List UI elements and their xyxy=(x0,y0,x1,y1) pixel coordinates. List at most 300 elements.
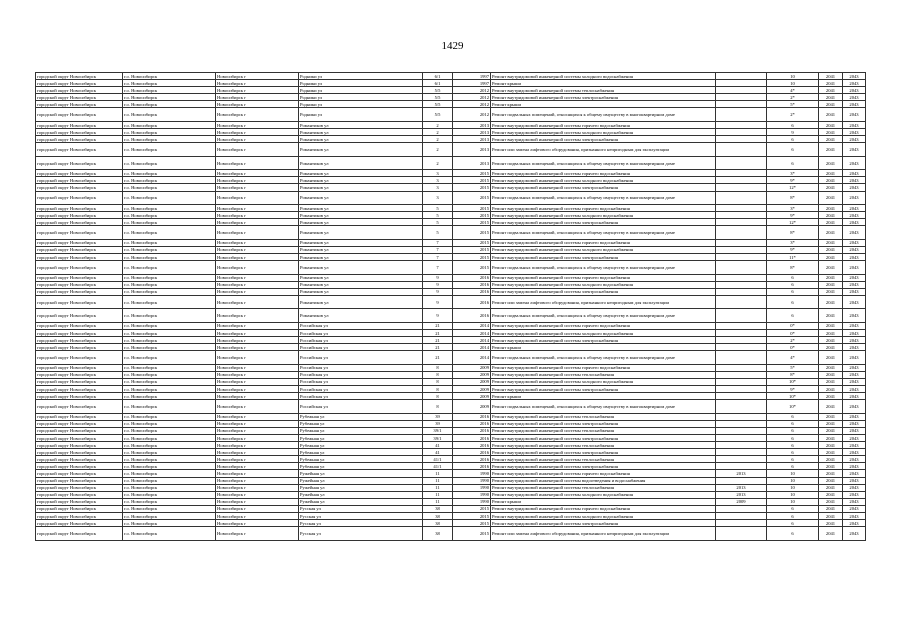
street-cell: Русская ул xyxy=(299,513,423,520)
district-cell: г.о. Новосибирск xyxy=(123,191,216,205)
street-cell: Романтиков ул xyxy=(299,309,423,323)
district-cell: г.о. Новосибирск xyxy=(123,101,216,108)
wear-cell: 3* xyxy=(767,239,819,246)
city-cell: Новосибирск г xyxy=(216,205,299,212)
city-cell: Новосибирск г xyxy=(216,143,299,157)
house-cell: 8 xyxy=(423,378,453,385)
plan-end-cell: 2043 xyxy=(843,121,866,128)
plan-end-cell: 2043 xyxy=(843,484,866,491)
plan-end-cell: 2043 xyxy=(843,274,866,281)
work-type-cell: Ремонт внутридомовой инженерной системы холодного водоснабжения xyxy=(491,513,716,520)
last-repair-cell xyxy=(716,94,767,101)
year-built-cell: 2014 xyxy=(453,322,491,329)
plan-end-cell: 2043 xyxy=(843,420,866,427)
street-cell: Романтиков ул xyxy=(299,177,423,184)
house-cell: 39/1 xyxy=(423,435,453,442)
district-cell: г.о. Новосибирск xyxy=(123,329,216,336)
last-repair-cell xyxy=(716,329,767,336)
plan-start-cell: 2041 xyxy=(819,94,843,101)
wear-cell: 10* xyxy=(767,378,819,385)
table-row xyxy=(36,351,866,365)
street-cell: Родники ул xyxy=(299,73,423,80)
city-cell: Новосибирск г xyxy=(216,274,299,281)
work-type-cell: Ремонт подвальных помещений, относящихся к общему имуществу в многоквартирном доме xyxy=(491,261,716,275)
district-cell: г.о. Новосибирск xyxy=(123,281,216,288)
last-repair-cell xyxy=(716,191,767,205)
capital-repair-table xyxy=(35,72,865,541)
year-built-cell: 2015 xyxy=(453,239,491,246)
table-row xyxy=(36,274,866,281)
year-built-cell: 2013 xyxy=(453,143,491,157)
wear-cell: 6 xyxy=(767,449,819,456)
plan-start-cell: 2041 xyxy=(819,295,843,309)
municipality-cell: городской округ Новосибирск xyxy=(36,219,123,226)
table-row xyxy=(36,205,866,212)
plan-end-cell: 2043 xyxy=(843,219,866,226)
work-type-cell: Ремонт или замена лифтового оборудования, признанного непригодным для эксплуатации xyxy=(491,295,716,309)
house-cell: 9 xyxy=(423,309,453,323)
municipality-cell: городской округ Новосибирск xyxy=(36,491,123,498)
wear-cell: 10 xyxy=(767,477,819,484)
city-cell: Новосибирск г xyxy=(216,246,299,253)
city-cell: Новосибирск г xyxy=(216,364,299,371)
municipality-cell: городской округ Новосибирск xyxy=(36,449,123,456)
district-cell: г.о. Новосибирск xyxy=(123,371,216,378)
work-type-cell: Ремонт внутридомовой инженерной системы горячего водоснабжения xyxy=(491,239,716,246)
wear-cell: 0* xyxy=(767,322,819,329)
street-cell: Ружейная ул xyxy=(299,491,423,498)
plan-start-cell: 2041 xyxy=(819,456,843,463)
street-cell: Российская ул xyxy=(299,378,423,385)
municipality-cell: городской округ Новосибирск xyxy=(36,295,123,309)
last-repair-cell xyxy=(716,101,767,108)
work-type-cell: Ремонт подвальных помещений, относящихся к общему имуществу в многоквартирном доме xyxy=(491,351,716,365)
table-row xyxy=(36,371,866,378)
plan-start-cell: 2041 xyxy=(819,309,843,323)
year-built-cell: 1990 xyxy=(453,470,491,477)
last-repair-cell xyxy=(716,520,767,527)
city-cell: Новосибирск г xyxy=(216,281,299,288)
year-built-cell: 2015 xyxy=(453,177,491,184)
city-cell: Новосибирск г xyxy=(216,449,299,456)
city-cell: Новосибирск г xyxy=(216,393,299,400)
street-cell: Романтиков ул xyxy=(299,239,423,246)
municipality-cell: городской округ Новосибирск xyxy=(36,364,123,371)
city-cell: Новосибирск г xyxy=(216,94,299,101)
last-repair-cell xyxy=(716,177,767,184)
district-cell: г.о. Новосибирск xyxy=(123,491,216,498)
house-cell: 9 xyxy=(423,295,453,309)
house-cell: 5 xyxy=(423,226,453,240)
table-row xyxy=(36,491,866,498)
year-built-cell: 2015 xyxy=(453,527,491,541)
table-row xyxy=(36,191,866,205)
work-type-cell: Ремонт внутридомовой инженерной системы электроснабжения xyxy=(491,219,716,226)
city-cell: Новосибирск г xyxy=(216,371,299,378)
last-repair-cell xyxy=(716,322,767,329)
plan-end-cell: 2043 xyxy=(843,156,866,170)
table-row xyxy=(36,520,866,527)
last-repair-cell: 2013 xyxy=(716,484,767,491)
plan-end-cell: 2043 xyxy=(843,435,866,442)
work-type-cell: Ремонт внутридомовой инженерной системы электроснабжения xyxy=(491,420,716,427)
house-cell: 11 xyxy=(423,477,453,484)
municipality-cell: городской округ Новосибирск xyxy=(36,420,123,427)
last-repair-cell xyxy=(716,364,767,371)
plan-end-cell: 2043 xyxy=(843,246,866,253)
plan-start-cell: 2041 xyxy=(819,156,843,170)
district-cell: г.о. Новосибирск xyxy=(123,274,216,281)
year-built-cell: 2009 xyxy=(453,371,491,378)
year-built-cell: 2012 xyxy=(453,87,491,94)
street-cell: Рубежная ул xyxy=(299,413,423,420)
house-cell: 9 xyxy=(423,288,453,295)
municipality-cell: городской округ Новосибирск xyxy=(36,254,123,261)
work-type-cell: Ремонт крыши xyxy=(491,344,716,351)
municipality-cell: городской округ Новосибирск xyxy=(36,281,123,288)
wear-cell: 12* xyxy=(767,184,819,191)
house-cell: 3 xyxy=(423,170,453,177)
year-built-cell: 1997 xyxy=(453,73,491,80)
house-cell: 2 xyxy=(423,136,453,143)
city-cell: Новосибирск г xyxy=(216,520,299,527)
street-cell: Романтиков ул xyxy=(299,205,423,212)
year-built-cell: 2009 xyxy=(453,378,491,385)
wear-cell: 6 xyxy=(767,435,819,442)
plan-end-cell: 2043 xyxy=(843,254,866,261)
plan-end-cell: 2043 xyxy=(843,520,866,527)
year-built-cell: 2013 xyxy=(453,156,491,170)
plan-end-cell: 2043 xyxy=(843,400,866,414)
plan-end-cell: 2043 xyxy=(843,351,866,365)
plan-end-cell: 2043 xyxy=(843,470,866,477)
table-row xyxy=(36,246,866,253)
plan-end-cell: 2043 xyxy=(843,239,866,246)
city-cell: Новосибирск г xyxy=(216,386,299,393)
city-cell: Новосибирск г xyxy=(216,136,299,143)
district-cell: г.о. Новосибирск xyxy=(123,484,216,491)
house-cell: 9 xyxy=(423,281,453,288)
district-cell: г.о. Новосибирск xyxy=(123,322,216,329)
district-cell: г.о. Новосибирск xyxy=(123,239,216,246)
year-built-cell: 2014 xyxy=(453,344,491,351)
table-row xyxy=(36,73,866,80)
plan-start-cell: 2041 xyxy=(819,191,843,205)
plan-start-cell: 2041 xyxy=(819,108,843,122)
plan-end-cell: 2043 xyxy=(843,527,866,541)
city-cell: Новосибирск г xyxy=(216,420,299,427)
work-type-cell: Ремонт подвальных помещений, относящихся к общему имуществу в многоквартирном доме xyxy=(491,226,716,240)
house-cell: 41/1 xyxy=(423,463,453,470)
municipality-cell: городской округ Новосибирск xyxy=(36,463,123,470)
plan-start-cell: 2041 xyxy=(819,226,843,240)
municipality-cell: городской округ Новосибирск xyxy=(36,184,123,191)
municipality-cell: городской округ Новосибирск xyxy=(36,156,123,170)
year-built-cell: 2016 xyxy=(453,456,491,463)
plan-start-cell: 2041 xyxy=(819,281,843,288)
street-cell: Рубежная ул xyxy=(299,449,423,456)
district-cell: г.о. Новосибирск xyxy=(123,470,216,477)
wear-cell: 10* xyxy=(767,393,819,400)
table-row xyxy=(36,219,866,226)
plan-start-cell: 2041 xyxy=(819,177,843,184)
district-cell: г.о. Новосибирск xyxy=(123,156,216,170)
work-type-cell: Ремонт внутридомовой инженерной системы теплоснабжения xyxy=(491,413,716,420)
last-repair-cell xyxy=(716,378,767,385)
plan-start-cell: 2041 xyxy=(819,80,843,87)
street-cell: Романтиков ул xyxy=(299,219,423,226)
district-cell: г.о. Новосибирск xyxy=(123,261,216,275)
municipality-cell: городской округ Новосибирск xyxy=(36,344,123,351)
plan-start-cell: 2041 xyxy=(819,246,843,253)
plan-end-cell: 2043 xyxy=(843,108,866,122)
plan-start-cell: 2041 xyxy=(819,513,843,520)
plan-end-cell: 2043 xyxy=(843,364,866,371)
year-built-cell: 2016 xyxy=(453,463,491,470)
house-cell: 8 xyxy=(423,400,453,414)
house-cell: 2 xyxy=(423,143,453,157)
plan-start-cell: 2041 xyxy=(819,491,843,498)
wear-cell: 9 xyxy=(767,129,819,136)
street-cell: Романтиков ул xyxy=(299,129,423,136)
street-cell: Рубежная ул xyxy=(299,427,423,434)
work-type-cell: Ремонт внутридомовой инженерной системы теплоснабжения xyxy=(491,484,716,491)
table-row xyxy=(36,101,866,108)
district-cell: г.о. Новосибирск xyxy=(123,246,216,253)
work-type-cell: Ремонт внутридомовой инженерной системы электроснабжения xyxy=(491,463,716,470)
year-built-cell: 1990 xyxy=(453,498,491,505)
district-cell: г.о. Новосибирск xyxy=(123,435,216,442)
street-cell: Рубежная ул xyxy=(299,420,423,427)
municipality-cell: городской округ Новосибирск xyxy=(36,212,123,219)
street-cell: Российская ул xyxy=(299,351,423,365)
city-cell: Новосибирск г xyxy=(216,378,299,385)
city-cell: Новосибирск г xyxy=(216,101,299,108)
city-cell: Новосибирск г xyxy=(216,442,299,449)
city-cell: Новосибирск г xyxy=(216,427,299,434)
last-repair-cell xyxy=(716,274,767,281)
city-cell: Новосибирск г xyxy=(216,239,299,246)
house-cell: 5/5 xyxy=(423,108,453,122)
table-row xyxy=(36,129,866,136)
wear-cell: 6 xyxy=(767,288,819,295)
year-built-cell: 2009 xyxy=(453,364,491,371)
district-cell: г.о. Новосибирск xyxy=(123,463,216,470)
city-cell: Новосибирск г xyxy=(216,170,299,177)
table-body xyxy=(36,73,866,541)
table-row xyxy=(36,386,866,393)
year-built-cell: 2015 xyxy=(453,254,491,261)
table-row xyxy=(36,427,866,434)
street-cell: Романтиков ул xyxy=(299,191,423,205)
plan-start-cell: 2041 xyxy=(819,364,843,371)
street-cell: Российская ул xyxy=(299,329,423,336)
work-type-cell: Ремонт внутридомовой инженерной системы теплоснабжения xyxy=(491,427,716,434)
plan-start-cell: 2041 xyxy=(819,477,843,484)
last-repair-cell xyxy=(716,246,767,253)
wear-cell: 10 xyxy=(767,80,819,87)
wear-cell: 4* xyxy=(767,87,819,94)
district-cell: г.о. Новосибирск xyxy=(123,498,216,505)
street-cell: Российская ул xyxy=(299,400,423,414)
table-row xyxy=(36,456,866,463)
table-row xyxy=(36,177,866,184)
plan-start-cell: 2041 xyxy=(819,378,843,385)
year-built-cell: 2016 xyxy=(453,442,491,449)
year-built-cell: 2015 xyxy=(453,226,491,240)
street-cell: Российская ул xyxy=(299,393,423,400)
city-cell: Новосибирск г xyxy=(216,337,299,344)
plan-end-cell: 2043 xyxy=(843,337,866,344)
wear-cell: 6 xyxy=(767,295,819,309)
street-cell: Романтиков ул xyxy=(299,170,423,177)
year-built-cell: 2009 xyxy=(453,386,491,393)
house-cell: 41/1 xyxy=(423,456,453,463)
work-type-cell: Ремонт внутридомовой инженерной системы электроснабжения xyxy=(491,520,716,527)
plan-end-cell: 2043 xyxy=(843,205,866,212)
house-cell: 38 xyxy=(423,520,453,527)
table-row xyxy=(36,212,866,219)
house-cell: 38 xyxy=(423,513,453,520)
last-repair-cell xyxy=(716,156,767,170)
street-cell: Русская ул xyxy=(299,527,423,541)
wear-cell: 5* xyxy=(767,101,819,108)
city-cell: Новосибирск г xyxy=(216,484,299,491)
table-row xyxy=(36,143,866,157)
work-type-cell: Ремонт подвальных помещений, относящихся к общему имуществу в многоквартирном доме xyxy=(491,309,716,323)
table-row xyxy=(36,295,866,309)
last-repair-cell xyxy=(716,513,767,520)
page-number: 1429 xyxy=(441,40,464,52)
last-repair-cell xyxy=(716,219,767,226)
year-built-cell: 2015 xyxy=(453,261,491,275)
city-cell: Новосибирск г xyxy=(216,226,299,240)
plan-start-cell: 2041 xyxy=(819,393,843,400)
table-row xyxy=(36,226,866,240)
work-type-cell: Ремонт или замена лифтового оборудования, признанного непригодным для эксплуатации xyxy=(491,143,716,157)
street-cell: Романтиков ул xyxy=(299,143,423,157)
municipality-cell: городской округ Новосибирск xyxy=(36,288,123,295)
year-built-cell: 2016 xyxy=(453,420,491,427)
plan-end-cell: 2043 xyxy=(843,463,866,470)
district-cell: г.о. Новосибирск xyxy=(123,87,216,94)
wear-cell: 10* xyxy=(767,400,819,414)
table-row xyxy=(36,309,866,323)
wear-cell: 8* xyxy=(767,261,819,275)
house-cell: 7 xyxy=(423,246,453,253)
work-type-cell: Ремонт внутридомовой инженерной системы холодного водоснабжения xyxy=(491,281,716,288)
wear-cell: 9* xyxy=(767,386,819,393)
city-cell: Новосибирск г xyxy=(216,463,299,470)
work-type-cell: Ремонт внутридомовой инженерной системы горячего водоснабжения xyxy=(491,121,716,128)
house-cell: 38 xyxy=(423,527,453,541)
municipality-cell: городской округ Новосибирск xyxy=(36,274,123,281)
district-cell: г.о. Новосибирск xyxy=(123,364,216,371)
district-cell: г.о. Новосибирск xyxy=(123,212,216,219)
wear-cell: 10 xyxy=(767,491,819,498)
house-cell: 21 xyxy=(423,344,453,351)
street-cell: Романтиков ул xyxy=(299,226,423,240)
house-cell: 3 xyxy=(423,184,453,191)
plan-end-cell: 2043 xyxy=(843,498,866,505)
table-row xyxy=(36,484,866,491)
work-type-cell: Ремонт внутридомовой инженерной системы холодного водоснабжения xyxy=(491,329,716,336)
house-cell: 41 xyxy=(423,442,453,449)
plan-end-cell: 2043 xyxy=(843,136,866,143)
work-type-cell: Ремонт крыши xyxy=(491,101,716,108)
plan-start-cell: 2041 xyxy=(819,442,843,449)
last-repair-cell xyxy=(716,337,767,344)
year-built-cell: 2016 xyxy=(453,274,491,281)
street-cell: Родники ул xyxy=(299,94,423,101)
plan-start-cell: 2041 xyxy=(819,219,843,226)
table-row xyxy=(36,184,866,191)
city-cell: Новосибирск г xyxy=(216,505,299,512)
last-repair-cell xyxy=(716,73,767,80)
plan-end-cell: 2043 xyxy=(843,378,866,385)
work-type-cell: Ремонт внутридомовой инженерной системы электроснабжения xyxy=(491,184,716,191)
house-cell: 8 xyxy=(423,393,453,400)
table-row xyxy=(36,121,866,128)
table-row xyxy=(36,94,866,101)
table-row xyxy=(36,170,866,177)
year-built-cell: 2012 xyxy=(453,94,491,101)
table-row xyxy=(36,364,866,371)
year-built-cell: 2015 xyxy=(453,513,491,520)
street-cell: Романтиков ул xyxy=(299,212,423,219)
municipality-cell: городской округ Новосибирск xyxy=(36,413,123,420)
work-type-cell: Ремонт внутридомовой инженерной системы электроснабжения xyxy=(491,337,716,344)
work-type-cell: Ремонт подвальных помещений, относящихся к общему имуществу в многоквартирном доме xyxy=(491,191,716,205)
street-cell: Российская ул xyxy=(299,371,423,378)
municipality-cell: городской округ Новосибирск xyxy=(36,527,123,541)
year-built-cell: 1990 xyxy=(453,477,491,484)
plan-start-cell: 2041 xyxy=(819,498,843,505)
work-type-cell: Ремонт внутридомовой инженерной системы горячего водоснабжения xyxy=(491,322,716,329)
city-cell: Новосибирск г xyxy=(216,177,299,184)
district-cell: г.о. Новосибирск xyxy=(123,378,216,385)
last-repair-cell xyxy=(716,505,767,512)
work-type-cell: Ремонт подвальных помещений, относящихся к общему имуществу в многоквартирном доме xyxy=(491,108,716,122)
municipality-cell: городской округ Новосибирск xyxy=(36,427,123,434)
plan-start-cell: 2041 xyxy=(819,288,843,295)
street-cell: Ружейная ул xyxy=(299,470,423,477)
municipality-cell: городской округ Новосибирск xyxy=(36,261,123,275)
house-cell: 2 xyxy=(423,121,453,128)
city-cell: Новосибирск г xyxy=(216,212,299,219)
wear-cell: 6 xyxy=(767,281,819,288)
plan-start-cell: 2041 xyxy=(819,73,843,80)
plan-start-cell: 2041 xyxy=(819,87,843,94)
work-type-cell: Ремонт внутридомовой инженерной системы холодного водоснабжения xyxy=(491,129,716,136)
table-row xyxy=(36,136,866,143)
district-cell: г.о. Новосибирск xyxy=(123,520,216,527)
year-built-cell: 2016 xyxy=(453,309,491,323)
plan-end-cell: 2043 xyxy=(843,184,866,191)
district-cell: г.о. Новосибирск xyxy=(123,344,216,351)
last-repair-cell xyxy=(716,129,767,136)
work-type-cell: Ремонт подвальных помещений, относящихся к общему имуществу в многоквартирном доме xyxy=(491,400,716,414)
year-built-cell: 2009 xyxy=(453,393,491,400)
year-built-cell: 2015 xyxy=(453,184,491,191)
district-cell: г.о. Новосибирск xyxy=(123,337,216,344)
street-cell: Родники ул xyxy=(299,108,423,122)
district-cell: г.о. Новосибирск xyxy=(123,309,216,323)
last-repair-cell: 2013 xyxy=(716,491,767,498)
district-cell: г.о. Новосибирск xyxy=(123,177,216,184)
plan-end-cell: 2043 xyxy=(843,80,866,87)
street-cell: Российская ул xyxy=(299,322,423,329)
